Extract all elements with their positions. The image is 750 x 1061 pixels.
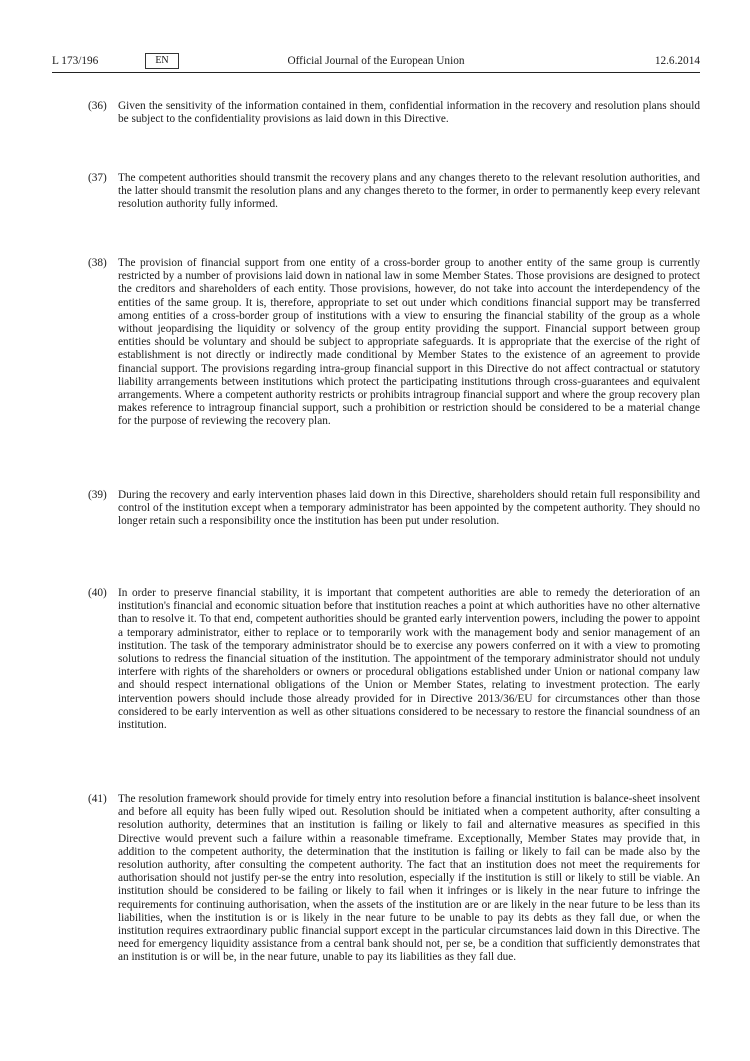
recital-text: During the recovery and early intervention phases laid down in this Directive, shareholders should retain full responsibility and control of the institution except when a temporary administrator has been appointed by the competent authority. They should no longer retain such a responsibility once the institution has been put under resolution. xyxy=(118,489,700,528)
publication-date: 12.6.2014 xyxy=(654,55,700,67)
recital-37 xyxy=(88,172,700,212)
recital-41 xyxy=(88,793,700,965)
recital-text: Given the sensitivity of the information contained in them, confidential information in the recovery and resolution plans should be subject to the confidentiality provisions as laid down in this Directive. xyxy=(118,100,700,126)
recital-36 xyxy=(88,100,700,126)
recital-number: (39) xyxy=(88,489,107,501)
recital-number: (36) xyxy=(88,100,107,112)
recital-text: The competent authorities should transmit the recovery plans and any changes thereto to the relevant resolution authorities, and the latter should transmit the resolution plans and any changes thereto to the former, in order to permanently keep every relevant resolution authority fully informed. xyxy=(118,172,700,211)
recital-text: The resolution framework should provide for timely entry into resolution before a financial institution is balance-sheet insolvent and before all equity has been fully wiped out. Resolution should be initiated when a competent authority, after consulting a resolution authority, determines that an institution is failing or likely to fail and alternative measures as specified in this Directive would prevent such a failure within a reasonable timeframe. Exceptionally, Member States may provide that, in addition to the competent authority, the determination that the institution is failing or likely to fail can be made also by the resolution authority, after consulting the competent authority. The fact that an institution does not meet the requirements for authorisation should not justify per-se the entry into resolution, especially if the institution is still or likely to still be viable. An institution should be considered to be failing or likely to fail when it infringes or is likely in the near future to infringe the requirements for continuing authorisation, when the assets of the institution are or are likely in the near future to be less than its liabilities, when the institution is or is likely in the near future to be unable to pay its debts as they fall due, or when the institution requires extraordinary public financial support except in the particular circumstances laid down in this Directive. The need for emergency liquidity assistance from a central bank should not, per se, be a condition that sufficiently demonstrates that an institution is or will be, in the near future, unable to pay its liabilities as they fall due. xyxy=(118,793,700,964)
recital-38 xyxy=(88,257,700,429)
page-header xyxy=(52,52,700,70)
recital-number: (37) xyxy=(88,172,107,184)
recital-number: (41) xyxy=(88,793,107,805)
recital-number: (40) xyxy=(88,587,107,599)
recital-39 xyxy=(88,489,700,529)
recital-number: (38) xyxy=(88,257,107,269)
recital-40 xyxy=(88,587,700,732)
recital-text: In order to preserve financial stability, it is important that competent authorities are able to remedy the deterioration of an institution's financial and economic situation before that institution reaches a point at which authorities have no other alternative than to resolve it. To that end, competent authorities should be granted early intervention powers, including the power to appoint a temporary administrator, either to replace or to temporarily work with the management body and senior management of an institution. The task of the temporary administrator should be to exercise any powers conferred on it with a view to promoting solutions to redress the financial situation of the institution. The appointment of the temporary administrator should not unduly interfere with rights of the shareholders or owners or procedural obligations established under Union or national company law and should respect international obligations of the Union or Member States, relating to investment protection. The early intervention powers should include those already provided for in Directive 2013/36/EU for circumstances other than those considered to be early intervention as well as other situations considered to be necessary to restore the financial soundness of an institution. xyxy=(118,587,700,732)
header-divider xyxy=(52,72,700,73)
recital-text: The provision of financial support from one entity of a cross-border group to another entity of the same group is currently restricted by a number of provisions laid down in national law in some Member States. Those provisions are designed to protect the creditors and shareholders of each entity. Those provisions, however, do not take into account the interdependency of the entities of the same group. It is, therefore, appropriate to set out under which conditions financial support may be transferred among entities of a cross-border group of institutions with a view to ensuring the financial stability of the group as a whole without jeopardising the liquidity or solvency of the group entity providing the support. Financial support between group entities should be voluntary and should be subject to appropriate safeguards. It is appropriate that the exercise of the right of establishment is not directly or indirectly made conditional by Member States to the existence of an agreement to provide financial support. The provisions regarding intra-group financial support in this Directive do not affect contractual or statutory liability arrangements between institutions which protect the participating institutions through cross-guarantees and equivalent arrangements. Where a competent authority restricts or prohibits intragroup financial support and where the group recovery plan makes reference to intragroup financial support, such a prohibition or restriction should be considered to be a material change for the purpose of reviewing the recovery plan. xyxy=(118,257,700,428)
page-reference: L 173/196 xyxy=(52,55,99,67)
journal-title: Official Journal of the European Union xyxy=(287,55,465,67)
language-badge: EN xyxy=(145,53,179,69)
